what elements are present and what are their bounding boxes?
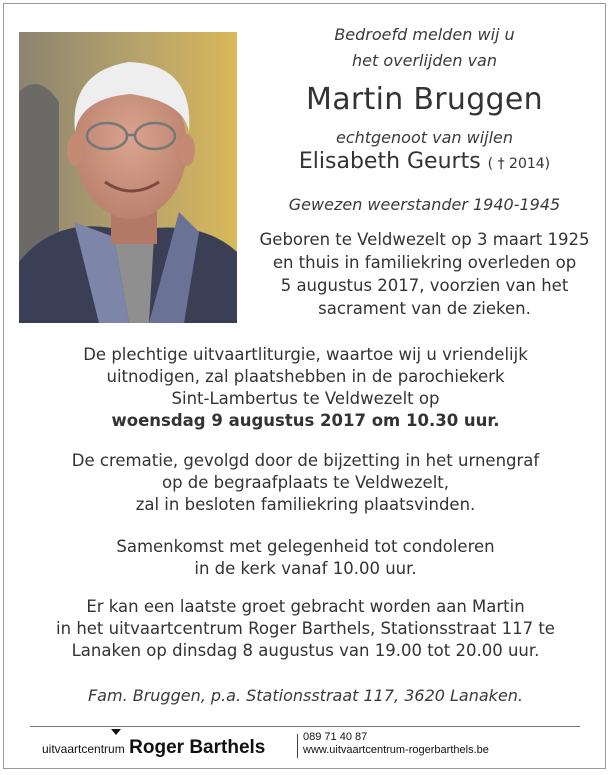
phone-number: 089 71 40 87 — [303, 731, 368, 743]
liturgy-block — [14, 344, 597, 432]
farewell-line: Er kan een laatste groet gebracht worden aan Martin — [86, 597, 525, 616]
life-line: 5 augustus 2017, voorzien van het — [280, 276, 569, 295]
liturgy-line: Sint-Lambertus te Veldwezelt op — [171, 389, 440, 408]
liturgy-line: uitnodigen, zal plaatshebben in de parochiekerk — [106, 367, 505, 386]
funeral-home-logo — [42, 737, 265, 759]
contact-info — [303, 731, 489, 757]
resistance-note: Gewezen weerstander 1940-1945 — [288, 195, 561, 214]
spouse-name: Elisabeth Geurts — [298, 149, 481, 174]
spouse-line — [252, 149, 597, 174]
liturgy-line: De plechtige uitvaartliturgie, waartoe wij u vriendelijk — [83, 345, 528, 364]
brand-small: uitvaartcentrum — [42, 742, 125, 756]
cremation-line: op de begraafplaats te Veldwezelt, — [161, 473, 450, 492]
farewell-line: in het uitvaartcentrum Roger Barthels, Stationsstraat 117 te — [56, 619, 555, 638]
life-line: sacrament van de zieken. — [318, 299, 531, 318]
obituary-card — [3, 3, 606, 769]
spouse-label: echtgenoot van wijlen — [335, 128, 514, 147]
brand-big: Roger Barthels — [129, 737, 266, 758]
life-line: Geboren te Veldwezelt op 3 maart 1925 — [259, 230, 590, 249]
life-line: en thuis in familiekring overleden op — [272, 253, 577, 272]
funeral-home-footer — [30, 726, 580, 761]
gathering-line: Samenkomst met gelegenheid tot condoleren — [116, 537, 495, 556]
farewell-block — [14, 596, 597, 662]
website-link[interactable]: www.uitvaartcentrum-rogerbarthels.be — [303, 744, 489, 756]
farewell-line: Lanaken op dinsdag 8 augustus van 19.00 tot 20.00 uur. — [71, 641, 540, 660]
cremation-line: zal in besloten familiekring plaatsvinden. — [135, 495, 476, 514]
spouse-death: ( † 2014) — [487, 156, 551, 172]
life-details — [242, 228, 607, 320]
cremation-line: De crematie, gevolgd door de bijzetting in het urnengraf — [71, 451, 540, 470]
gathering-block — [14, 536, 597, 580]
cremation-block — [14, 450, 597, 516]
portrait-photo — [19, 32, 237, 323]
intro-line: Bedroefd melden wij u — [334, 25, 515, 44]
announcement-intro — [252, 22, 597, 74]
deceased-name: Martin Bruggen — [306, 82, 543, 117]
footer-divider — [297, 734, 298, 758]
family-address: Fam. Bruggen, p.a. Stationsstraat 117, 3620 Lanaken. — [87, 686, 524, 705]
intro-line: het overlijden van — [352, 51, 497, 70]
liturgy-date: woensdag 9 augustus 2017 om 10.30 uur. — [111, 411, 500, 430]
logo-marker-icon — [111, 729, 121, 735]
gathering-line: in de kerk vanaf 10.00 uur. — [194, 559, 417, 578]
